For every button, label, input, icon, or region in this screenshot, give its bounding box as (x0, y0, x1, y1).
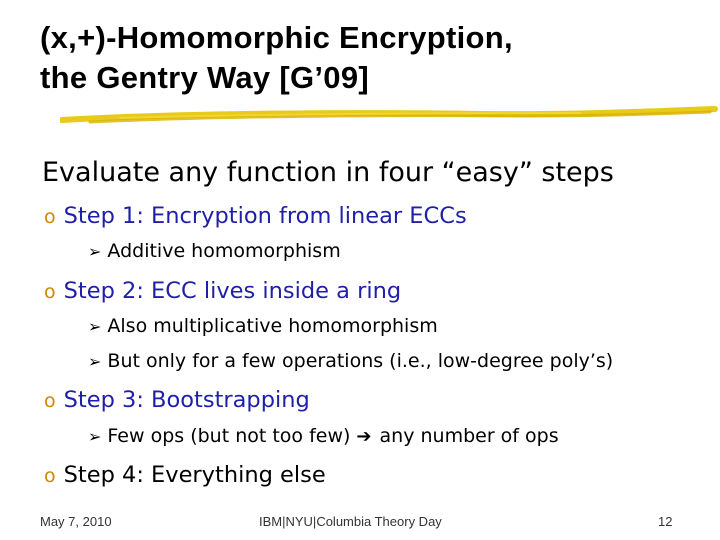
step-1-sub-1 (88, 239, 341, 264)
footer-date: May 7, 2010 (40, 514, 112, 529)
title-line-1: (x,+)-Homomorphic Encryption, (40, 20, 513, 55)
step-bullet: o (44, 465, 56, 487)
title-line-2: the Gentry Way [G’09] (40, 60, 369, 95)
arrow-bullet-icon: ➢ (88, 427, 102, 446)
footer-event: IBM|NYU|Columbia Theory Day (259, 514, 442, 529)
slide-title (40, 18, 700, 98)
step-2-label: Step 2: ECC lives inside a ring (63, 278, 402, 304)
sub-item-text-continued: any number of ops (379, 425, 559, 447)
arrow-bullet-icon: ➢ (88, 242, 102, 261)
step-2-sub-2 (88, 349, 613, 374)
lead-text: Evaluate any function in four “easy” steps (42, 157, 614, 188)
page-number: 12 (658, 514, 673, 529)
step-2 (44, 277, 401, 306)
step-4-label: Step 4: Everything else (63, 462, 326, 488)
sub-item-text: But only for a few operations (i.e., low-degree poly’s) (107, 350, 614, 372)
step-bullet: o (44, 281, 56, 303)
step-3-sub-1 (88, 424, 559, 449)
step-2-sub-1 (88, 314, 438, 339)
sub-item-text: Also multiplicative homomorphism (107, 315, 438, 337)
arrow-bullet-icon: ➢ (88, 352, 102, 371)
right-arrow-icon: ➔ (356, 426, 372, 447)
title-underline (60, 104, 720, 128)
step-1-label: Step 1: Encryption from linear ECCs (63, 203, 467, 229)
step-3 (44, 386, 310, 415)
sub-item-text: Additive homomorphism (107, 240, 341, 262)
arrow-bullet-icon: ➢ (88, 317, 102, 336)
step-bullet: o (44, 206, 56, 228)
sub-item-text: Few ops (but not too few) (107, 425, 351, 447)
step-bullet: o (44, 390, 56, 412)
step-1 (44, 202, 467, 231)
step-4 (44, 461, 326, 490)
step-3-label: Step 3: Bootstrapping (63, 387, 310, 413)
